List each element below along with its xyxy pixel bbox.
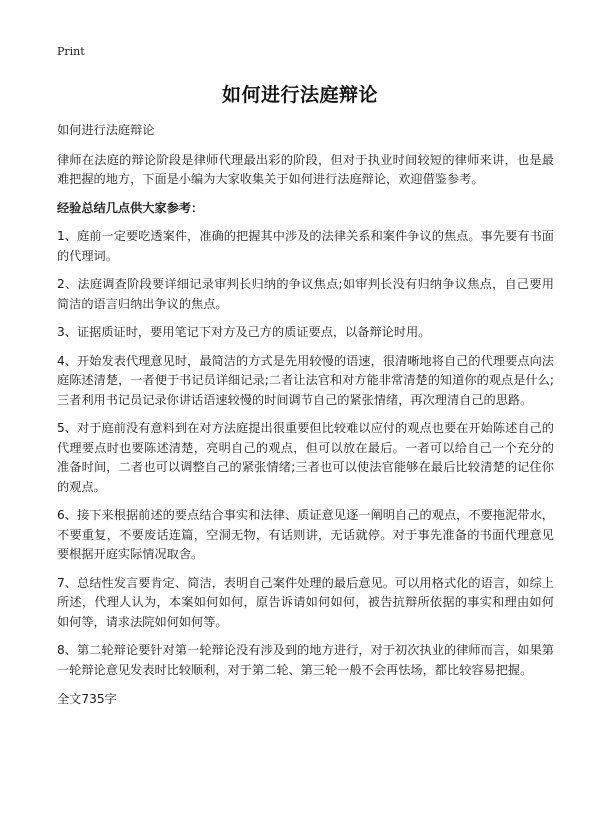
point-paragraph-8: 8、第二轮辩论要针对第一轮辩论没有涉及到的地方进行，对于初次执业的律师而言，如果第一轮辩论意见发表时比较顺利，对于第二轮、第三轮一般不会再怯场，都比较容易把握。	[57, 643, 554, 677]
word-count: 全文735字	[57, 692, 117, 706]
intro-paragraph: 律师在法庭的辩论阶段是律师代理最出彩的阶段，但对于执业时间较短的律师来讲，也是最难把握的地方，下面是小编为大家收集关于如何进行法庭辩论，欢迎借鉴参考。	[57, 152, 554, 186]
print-label: Print	[57, 45, 85, 58]
point-paragraph-6: 6、接下来根据前述的要点结合事实和法律、质证意见逐一阐明自己的观点，不要拖泥带水，不要重复，不要废话连篇，空洞无物，有话则讲，无话就停。对于事先准备的书面代理意见要根据开庭实际情况取舍。	[57, 508, 554, 561]
point-paragraph-7: 7、总结性发言要肯定、简洁，表明自己案件处理的最后意见。可以用格式化的语言，如综上所述，代理人认为，本案如何如何，原告诉请如何如何，被告抗辩所依据的事实和理由如何如何等，请求法院如何如何等。	[57, 575, 554, 629]
point-paragraph-1: 1、庭前一定要吃透案件，准确的把握其中涉及的法律关系和案件争议的焦点。事先要有书面的代理词。	[57, 229, 554, 263]
article-body	[57, 121, 554, 722]
point-paragraph-2: 2、法庭调查阶段要详细记录审判长归纳的争议焦点;如审判长没有归纳争议焦点，自己要用简洁的语言归纳出争议的焦点。	[57, 277, 554, 311]
point-paragraph-3: 3、证据质证时，要用笔记下对方及己方的质证要点，以备辩论时用。	[57, 325, 431, 339]
article-subtitle: 如何进行法庭辩论	[57, 123, 155, 137]
section-heading: 经验总结几点供大家参考：	[57, 200, 204, 215]
page-title: 如何进行法庭辩论	[221, 84, 378, 106]
point-paragraph-5: 5、对于庭前没有意料到在对方法庭提出很重要但比较难以应付的观点也要在开始陈述自己的代理要点时也要陈述清楚，亮明自己的观点，但可以放在最后。一者可以给自己一个充分的准备时间，二者也可以调整自己的紧张情绪;三者也可以使法官能够在最后比较清楚的记住你的观点。	[57, 421, 554, 494]
point-paragraph-4: 4、开始发表代理意见时，最简洁的方式是先用较慢的语速，很清晰地将自己的代理要点向法庭陈述清楚，一者便于书记员详细记录;二者让法官和对方能非常清楚的知道你的观点是什么;三者利用书记员记录你讲话语速较慢的时间调节自己的紧张情绪，再次理清自己的思路。	[57, 353, 554, 407]
